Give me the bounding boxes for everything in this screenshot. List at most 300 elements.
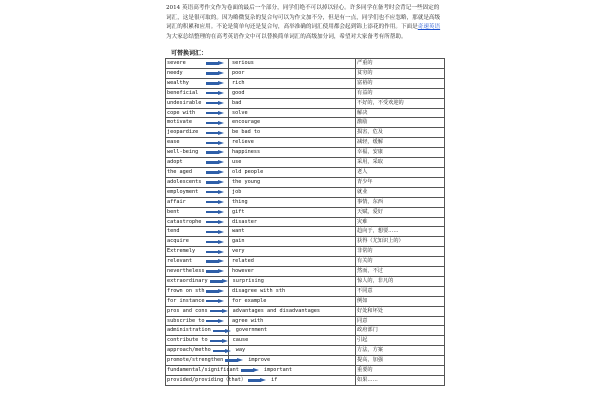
advanced-word-cell bbox=[229, 217, 356, 227]
table-row bbox=[166, 59, 445, 69]
advanced-word-cell bbox=[229, 286, 356, 296]
advanced-word: improve bbox=[248, 357, 271, 364]
advanced-word: however bbox=[232, 268, 254, 275]
table-row bbox=[166, 306, 445, 316]
arrow-head bbox=[218, 190, 224, 194]
table-row bbox=[166, 88, 445, 98]
right-arrow-icon bbox=[206, 91, 224, 95]
chinese-meaning: 解决 bbox=[357, 109, 368, 116]
advanced-word: gain bbox=[232, 238, 245, 245]
cell-wrap bbox=[167, 118, 227, 127]
arrow-head bbox=[218, 289, 224, 293]
arrow-head bbox=[218, 61, 224, 65]
simple-word: contribute to bbox=[167, 337, 208, 344]
simple-word: provided/providing（that） bbox=[167, 377, 247, 383]
meaning-cell bbox=[356, 276, 445, 286]
right-arrow-icon bbox=[248, 378, 266, 382]
arrow-head bbox=[218, 91, 224, 95]
chinese-meaning: 损害，危及 bbox=[357, 129, 383, 136]
advanced-word: good bbox=[232, 89, 245, 96]
meaning-cell bbox=[356, 326, 445, 336]
table-row bbox=[166, 286, 445, 296]
right-arrow-icon bbox=[206, 289, 224, 293]
table-row bbox=[166, 316, 445, 326]
right-arrow-icon bbox=[206, 190, 224, 194]
advanced-word-cell bbox=[229, 138, 356, 148]
meaning-cell bbox=[356, 108, 445, 118]
arrow-head bbox=[218, 170, 224, 174]
simple-word-cell bbox=[166, 98, 229, 108]
advanced-word: important bbox=[263, 367, 292, 374]
table-row bbox=[166, 247, 445, 257]
cell-wrap bbox=[167, 257, 227, 266]
table-row bbox=[166, 207, 445, 217]
table-row bbox=[166, 128, 445, 138]
advanced-word-cell bbox=[229, 68, 356, 78]
chinese-meaning: 不好的，不受欢迎的 bbox=[357, 99, 404, 106]
simple-word: tend bbox=[167, 228, 180, 235]
advanced-word-cell bbox=[229, 227, 356, 237]
chinese-meaning: 青少年 bbox=[357, 178, 373, 185]
advanced-word: way bbox=[235, 347, 246, 354]
advanced-word-cell bbox=[229, 128, 356, 138]
cell-wrap bbox=[167, 138, 227, 147]
right-arrow-icon bbox=[206, 319, 224, 323]
cell-wrap bbox=[167, 336, 227, 345]
simple-word: affair bbox=[167, 198, 186, 205]
meaning-cell bbox=[356, 128, 445, 138]
cell-wrap bbox=[167, 178, 227, 187]
table-row bbox=[166, 177, 445, 187]
simple-word: well-being bbox=[167, 149, 199, 156]
meaning-cell bbox=[356, 217, 445, 227]
advanced-word: bad bbox=[232, 99, 242, 106]
advanced-word: cause bbox=[232, 337, 249, 344]
arrow-head bbox=[218, 150, 224, 154]
advanced-word: gift bbox=[232, 208, 245, 215]
simple-word: pros and cons bbox=[167, 307, 208, 314]
right-arrow-icon bbox=[213, 349, 231, 353]
advanced-word-cell bbox=[229, 247, 356, 257]
chinese-meaning: 引起 bbox=[357, 337, 368, 344]
simple-word-cell bbox=[166, 316, 229, 326]
meaning-cell bbox=[356, 257, 445, 267]
meaning-cell bbox=[356, 98, 445, 108]
cell-wrap bbox=[167, 188, 227, 197]
table-row bbox=[166, 227, 445, 237]
simple-word-cell bbox=[166, 78, 229, 88]
simple-word-cell bbox=[166, 257, 229, 267]
advanced-word-cell bbox=[229, 78, 356, 88]
arrow-head bbox=[237, 358, 243, 362]
chinese-meaning: 不同意 bbox=[357, 287, 373, 294]
right-arrow-icon bbox=[206, 111, 224, 115]
simple-word-cell bbox=[166, 247, 229, 257]
cell-wrap bbox=[167, 59, 227, 68]
simple-word-cell bbox=[166, 197, 229, 207]
chinese-meaning: 灾难 bbox=[357, 218, 368, 225]
meaning-cell bbox=[356, 177, 445, 187]
table-row bbox=[166, 148, 445, 158]
meaning-cell bbox=[356, 118, 445, 128]
right-arrow-icon bbox=[206, 61, 224, 65]
advanced-word-cell bbox=[229, 276, 356, 286]
simple-word-cell bbox=[166, 158, 229, 168]
table-row bbox=[166, 98, 445, 108]
table-row bbox=[166, 296, 445, 306]
advanced-word-cell bbox=[229, 88, 356, 98]
advanced-word: very bbox=[232, 248, 245, 255]
meaning-cell bbox=[356, 306, 445, 316]
advanced-word-cell bbox=[229, 267, 356, 277]
advanced-word-cell bbox=[229, 296, 356, 306]
meaning-cell bbox=[356, 346, 445, 356]
chinese-meaning: 减轻，缓解 bbox=[357, 139, 383, 146]
meaning-cell bbox=[356, 187, 445, 197]
simple-word-cell bbox=[166, 296, 229, 306]
advanced-word: be bad to bbox=[232, 129, 261, 136]
right-arrow-icon bbox=[206, 210, 224, 214]
simple-word-cell bbox=[166, 326, 229, 336]
simple-word: nevertheless bbox=[167, 268, 205, 275]
simple-word-cell bbox=[166, 306, 229, 316]
chinese-meaning: 富裕的 bbox=[357, 79, 373, 86]
meaning-cell bbox=[356, 267, 445, 277]
right-arrow-icon bbox=[225, 358, 243, 362]
table-row bbox=[166, 138, 445, 148]
simple-word: extraordinary bbox=[167, 277, 208, 284]
table-row bbox=[166, 376, 445, 386]
meaning-cell bbox=[356, 366, 445, 376]
advanced-word: for example bbox=[232, 297, 267, 304]
arrow-head bbox=[225, 329, 231, 333]
advanced-word-cell bbox=[229, 306, 356, 316]
advanced-word-cell bbox=[229, 118, 356, 128]
simple-word-cell bbox=[166, 267, 229, 277]
chinese-meaning: 同意 bbox=[357, 317, 368, 324]
advanced-word-cell bbox=[229, 257, 356, 267]
simple-word: for instance bbox=[167, 297, 205, 304]
simple-word: administration bbox=[167, 327, 211, 334]
chinese-meaning: 贫穷的 bbox=[357, 69, 373, 76]
right-arrow-icon bbox=[210, 279, 228, 283]
advanced-word: advantages and disadvantages bbox=[232, 307, 321, 314]
cell-wrap bbox=[167, 287, 227, 296]
chinese-meaning: 激励 bbox=[357, 119, 368, 126]
meaning-cell bbox=[356, 59, 445, 69]
simple-word-cell bbox=[166, 148, 229, 158]
chinese-meaning: 好处和坏处 bbox=[357, 307, 383, 314]
arrow-head bbox=[218, 240, 224, 244]
table-row bbox=[166, 237, 445, 247]
arrow-head bbox=[218, 180, 224, 184]
cell-wrap bbox=[167, 277, 227, 286]
simple-word: adolescents bbox=[167, 178, 202, 185]
chinese-meaning: 如果…… bbox=[357, 377, 378, 383]
meaning-cell bbox=[356, 207, 445, 217]
simple-word-cell bbox=[166, 336, 229, 346]
advanced-word-cell bbox=[229, 326, 356, 336]
advanced-word: serious bbox=[232, 60, 254, 66]
cell-wrap bbox=[167, 79, 227, 88]
table-row bbox=[166, 326, 445, 336]
simple-word: ease bbox=[167, 139, 180, 146]
chinese-meaning: 获得（尤知识上的） bbox=[357, 238, 404, 245]
cell-wrap bbox=[167, 237, 227, 246]
simple-word: severe bbox=[167, 60, 186, 66]
arrow-head bbox=[218, 220, 224, 224]
table-row bbox=[166, 257, 445, 267]
chinese-meaning: 趋向于，想要…… bbox=[357, 228, 399, 235]
table-row bbox=[166, 276, 445, 286]
chinese-meaning: 事情，东西 bbox=[357, 198, 383, 205]
advanced-word-cell bbox=[229, 356, 356, 366]
arrow-head bbox=[218, 210, 224, 214]
table-row bbox=[166, 78, 445, 88]
advanced-word-cell bbox=[229, 197, 356, 207]
meaning-cell bbox=[356, 197, 445, 207]
arrow-head bbox=[218, 121, 224, 125]
advanced-word-cell bbox=[229, 167, 356, 177]
arrow-head bbox=[218, 160, 224, 164]
table-row bbox=[166, 118, 445, 128]
cell-wrap bbox=[167, 158, 227, 167]
simple-word-cell bbox=[166, 118, 229, 128]
table-row bbox=[166, 197, 445, 207]
table-row bbox=[166, 366, 445, 376]
advanced-word-cell bbox=[229, 207, 356, 217]
advanced-word: job bbox=[232, 188, 242, 195]
table-row bbox=[166, 158, 445, 168]
table-row bbox=[166, 167, 445, 177]
meaning-cell bbox=[356, 158, 445, 168]
intro-link[interactable]: 奇速英语 bbox=[417, 24, 441, 31]
simple-word: relevant bbox=[167, 258, 192, 265]
advanced-word-cell bbox=[229, 158, 356, 168]
table-row bbox=[166, 108, 445, 118]
advanced-word-cell bbox=[229, 148, 356, 158]
simple-word: cope with bbox=[167, 109, 196, 116]
right-arrow-icon bbox=[206, 150, 224, 154]
advanced-word: thing bbox=[232, 198, 248, 205]
right-arrow-icon bbox=[206, 121, 224, 125]
cell-wrap bbox=[167, 109, 227, 118]
meaning-cell bbox=[356, 138, 445, 148]
cell-wrap bbox=[167, 148, 227, 157]
advanced-word: want bbox=[232, 228, 245, 235]
advanced-word-cell bbox=[229, 336, 356, 346]
simple-word: acquire bbox=[167, 238, 189, 245]
arrow-head bbox=[253, 368, 259, 372]
simple-word: jeopardize bbox=[167, 129, 199, 136]
simple-word-cell bbox=[166, 227, 229, 237]
chinese-meaning: 方法，方案 bbox=[357, 347, 383, 354]
arrow-head bbox=[218, 319, 224, 323]
simple-word: wealthy bbox=[167, 79, 189, 86]
arrow-head bbox=[218, 141, 224, 145]
intro-text-1: 2014 英语高考作文作为卷面的最后一个部分，同学们绝不可以掉以轻心。许多同学在备考时会背记一些固定的词汇，这是很可取的。因为略微复杂的复合句可以为作文加不分，但是有一点，同学们也不应忽略，那就是高级词汇的积累和应用。不论是简单句还是复合句，高举准确的词汇使用都会起到锦上添花的作用。下面是 bbox=[166, 5, 441, 31]
chinese-meaning: 非常的 bbox=[357, 248, 373, 255]
right-arrow-icon bbox=[241, 368, 259, 372]
right-arrow-icon bbox=[213, 329, 231, 333]
advanced-word: encourage bbox=[232, 119, 261, 126]
section-heading: 可替换词汇： bbox=[171, 50, 208, 57]
right-arrow-icon bbox=[206, 170, 224, 174]
meaning-cell bbox=[356, 88, 445, 98]
table-row bbox=[166, 187, 445, 197]
right-arrow-icon bbox=[210, 309, 228, 313]
arrow-head bbox=[218, 81, 224, 85]
cell-wrap bbox=[167, 218, 227, 227]
simple-word-cell bbox=[166, 187, 229, 197]
cell-wrap bbox=[167, 317, 227, 326]
simple-word: undesirable bbox=[167, 99, 202, 106]
cell-wrap bbox=[167, 89, 227, 98]
simple-word-cell bbox=[166, 217, 229, 227]
arrow-head bbox=[218, 200, 224, 204]
table-row bbox=[166, 336, 445, 346]
cell-wrap bbox=[167, 69, 227, 78]
right-arrow-icon bbox=[206, 71, 224, 75]
cell-wrap bbox=[167, 128, 227, 137]
cell-wrap bbox=[167, 227, 227, 236]
simple-word: subscribe to bbox=[167, 317, 205, 324]
table-row bbox=[166, 217, 445, 227]
simple-word-cell bbox=[166, 356, 229, 366]
cell-wrap bbox=[167, 356, 227, 365]
meaning-cell bbox=[356, 68, 445, 78]
advanced-word-cell bbox=[229, 98, 356, 108]
advanced-word: agree with bbox=[232, 317, 264, 324]
arrow-head bbox=[218, 259, 224, 263]
cell-wrap bbox=[167, 297, 227, 306]
simple-word: adopt bbox=[167, 159, 183, 166]
cell-wrap bbox=[167, 198, 227, 207]
advanced-word: if bbox=[271, 377, 278, 383]
meaning-cell bbox=[356, 237, 445, 247]
right-arrow-icon bbox=[206, 200, 224, 204]
arrow-head bbox=[218, 71, 224, 75]
advanced-word: disaster bbox=[232, 218, 257, 225]
advanced-word: relieve bbox=[232, 139, 254, 146]
simple-word-cell bbox=[166, 207, 229, 217]
advanced-word: use bbox=[232, 159, 242, 166]
advanced-word-cell bbox=[229, 187, 356, 197]
right-arrow-icon bbox=[206, 81, 224, 85]
meaning-cell bbox=[356, 356, 445, 366]
simple-word: beneficial bbox=[167, 89, 199, 96]
advanced-word-cell bbox=[229, 346, 356, 356]
meaning-cell bbox=[356, 247, 445, 257]
right-arrow-icon bbox=[206, 230, 224, 234]
simple-word: employment bbox=[167, 188, 199, 195]
cell-wrap bbox=[167, 366, 239, 375]
advanced-word-cell bbox=[229, 177, 356, 187]
advanced-word: happiness bbox=[232, 149, 261, 156]
advanced-word: related bbox=[232, 258, 254, 265]
advanced-word: poor bbox=[232, 69, 245, 76]
advanced-word: surprising bbox=[232, 277, 264, 284]
right-arrow-icon bbox=[206, 240, 224, 244]
advanced-word-cell bbox=[229, 316, 356, 326]
chinese-meaning: 老人 bbox=[357, 168, 368, 175]
simple-word: promote/strengthen bbox=[167, 357, 224, 364]
chinese-meaning: 例如 bbox=[357, 297, 368, 304]
arrow-head bbox=[218, 269, 224, 273]
table-row bbox=[166, 356, 445, 366]
arrow-head bbox=[260, 378, 266, 382]
arrow-head bbox=[218, 101, 224, 105]
simple-word: frown on sth bbox=[167, 287, 205, 294]
chinese-meaning: 有益的 bbox=[357, 89, 373, 96]
arrow-head bbox=[225, 349, 231, 353]
simple-word-cell bbox=[166, 138, 229, 148]
simple-word-cell bbox=[166, 237, 229, 247]
cell-wrap bbox=[167, 99, 227, 108]
right-arrow-icon bbox=[206, 141, 224, 145]
simple-word-cell bbox=[166, 88, 229, 98]
advanced-word: old people bbox=[232, 168, 264, 175]
cell-wrap bbox=[167, 346, 227, 355]
meaning-cell bbox=[356, 148, 445, 158]
simple-word-cell bbox=[166, 128, 229, 138]
arrow-head bbox=[218, 111, 224, 115]
simple-word-cell bbox=[166, 376, 247, 386]
chinese-meaning: 政府部门 bbox=[357, 327, 378, 334]
advanced-word: rich bbox=[232, 79, 245, 86]
vocabulary-table bbox=[165, 58, 445, 386]
advanced-word-cell bbox=[229, 108, 356, 118]
chinese-meaning: 提高，加强 bbox=[357, 357, 383, 364]
chinese-meaning: 就业 bbox=[357, 188, 368, 195]
chinese-meaning: 重要的 bbox=[357, 367, 373, 374]
right-arrow-icon bbox=[210, 339, 228, 343]
simple-word-cell bbox=[166, 59, 229, 69]
advanced-word-cell bbox=[229, 59, 356, 69]
advanced-word: the young bbox=[232, 178, 261, 185]
chinese-meaning: 然而，不过 bbox=[357, 268, 383, 275]
cell-wrap bbox=[167, 267, 227, 276]
cell-wrap bbox=[167, 326, 227, 335]
simple-word: fundamental/significant bbox=[167, 367, 239, 374]
meaning-cell bbox=[356, 336, 445, 346]
right-arrow-icon bbox=[206, 160, 224, 164]
meaning-cell bbox=[356, 286, 445, 296]
table-row bbox=[166, 346, 445, 356]
chinese-meaning: 天赋，爱好 bbox=[357, 208, 383, 215]
arrow-head bbox=[222, 309, 228, 313]
table-row bbox=[166, 68, 445, 78]
right-arrow-icon bbox=[206, 250, 224, 254]
simple-word: motivate bbox=[167, 119, 192, 126]
arrow-head bbox=[222, 339, 228, 343]
arrow-head bbox=[218, 230, 224, 234]
intro-text-2: 为大家总结整理的在高考英语作文中可以替换简单词汇的高级加分词，希望对大家备考有所帮助。 bbox=[166, 33, 407, 40]
arrow-head bbox=[218, 131, 224, 135]
arrow-head bbox=[218, 250, 224, 254]
right-arrow-icon bbox=[206, 269, 224, 273]
meaning-cell bbox=[356, 167, 445, 177]
advanced-word: solve bbox=[232, 109, 248, 116]
simple-word-cell bbox=[166, 167, 229, 177]
simple-word: Extremely bbox=[167, 248, 196, 255]
simple-word-cell bbox=[166, 346, 229, 356]
meaning-cell bbox=[356, 316, 445, 326]
cell-wrap bbox=[167, 307, 227, 316]
right-arrow-icon bbox=[206, 259, 224, 263]
simple-word-cell bbox=[166, 177, 229, 187]
arrow-head bbox=[218, 299, 224, 303]
